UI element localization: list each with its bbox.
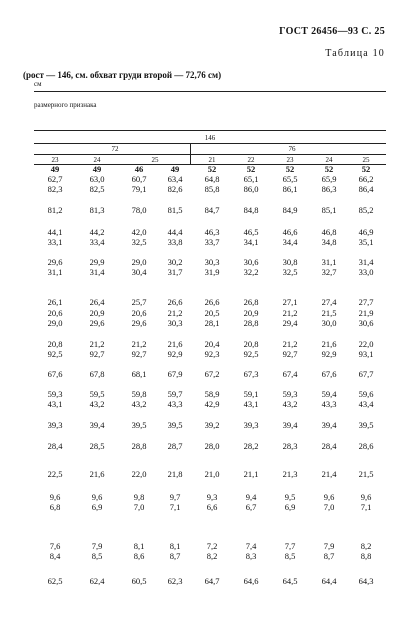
table-cell: 28,3 [282,441,298,451]
table-cell: 8,6 [133,551,145,561]
table-cell: 29,6 [89,318,105,328]
table-cell: 8,2 [360,541,372,551]
table-cell: 21,2 [167,308,183,318]
table-cell: 43,4 [358,399,374,409]
table-cell: 65,1 [243,174,259,184]
table-cell: 42,0 [131,227,147,237]
table-cell: 93,1 [358,349,374,359]
table-cell: 7,2 [206,541,218,551]
table-cell: 8,7 [323,551,335,561]
table-cell: 30,6 [358,318,374,328]
table-cell: 39,4 [321,420,337,430]
table-cell: 29,0 [47,318,63,328]
table-cell: 39,4 [89,420,105,430]
table-cell: 43,1 [243,399,259,409]
table-cell: 21,4 [321,469,337,479]
table-cell: 22,0 [358,339,374,349]
table-cell: 81,5 [167,205,183,215]
table-cell: 21,5 [358,469,374,479]
table-cell: 8,1 [169,541,181,551]
table-cell: 9,3 [206,492,218,502]
table-cell: 7,9 [91,541,103,551]
table-cell: 32,7 [321,267,337,277]
table-cell: 64,6 [243,576,259,586]
table-cell: 26,1 [47,297,63,307]
column-header: 23 [51,156,59,164]
table-cell: 29,9 [89,257,105,267]
table-cell: 9,7 [169,492,181,502]
table-cell: 8,3 [245,551,257,561]
table-cell: 64,7 [204,576,220,586]
table-cell: 44,4 [167,227,183,237]
table-cell: 9,5 [284,492,296,502]
table-cell: 42,9 [204,399,220,409]
table-cell: 7,1 [360,502,372,512]
table-cell: 8,2 [206,551,218,561]
table-cell: 33,7 [204,237,220,247]
table-cell: 39,4 [282,420,298,430]
table-cell: 20,4 [204,339,220,349]
table-cell: 21,2 [282,308,298,318]
table-cell: 28,0 [204,441,220,451]
table-cell: 62,4 [89,576,105,586]
caption-unit: см [34,80,42,88]
table-cell: 85,1 [321,205,337,215]
table-cell: 29,4 [282,318,298,328]
table-cell: 33,1 [47,237,63,247]
table-cell: 20,8 [47,339,63,349]
table-cell: 30,8 [282,257,298,267]
table-cell: 28,4 [321,441,337,451]
table-cell: 31,9 [204,267,220,277]
table-cell: 30,3 [204,257,220,267]
table-cell: 31,7 [167,267,183,277]
column-header: 23 [286,156,294,164]
table-cell: 49 [92,164,102,174]
table-cell: 26,8 [243,297,259,307]
table-cell: 28,8 [243,318,259,328]
table-cell: 21,2 [282,339,298,349]
table-cell: 64,8 [204,174,220,184]
table-cell: 28,4 [47,441,63,451]
table-cell: 59,1 [243,389,259,399]
table-cell: 20,6 [131,308,147,318]
table-cell: 92,3 [204,349,220,359]
table-cell: 86,3 [321,184,337,194]
column-header: 24 [93,156,101,164]
table-cell: 33,0 [358,267,374,277]
table-cell: 85,8 [204,184,220,194]
table-cell: 67,2 [204,369,220,379]
table-cell: 31,4 [358,257,374,267]
table-cell: 64,5 [282,576,298,586]
table-cell: 29,6 [47,257,63,267]
table-label: Таблица 10 [325,48,385,59]
table-cell: 21,6 [89,469,105,479]
table-cell: 22,0 [131,469,147,479]
table-cell: 22,5 [47,469,63,479]
table-cell: 26,6 [204,297,220,307]
table-cell: 28,8 [131,441,147,451]
table-cell: 46,3 [204,227,220,237]
table-cell: 21,2 [131,339,147,349]
table-cell: 59,8 [131,389,147,399]
table-cell: 28,5 [89,441,105,451]
table-cell: 68,1 [131,369,147,379]
table-cell: 32,2 [243,267,259,277]
table-cell: 52 [246,164,256,174]
table-cell: 59,4 [321,389,337,399]
table-cell: 20,5 [204,308,220,318]
column-header: 25 [151,156,159,164]
table-cell: 28,1 [204,318,220,328]
table-cell: 85,2 [358,205,374,215]
column-header: 25 [362,156,370,164]
table-cell: 31,4 [89,267,105,277]
table-cell: 67,7 [358,369,374,379]
table-cell: 59,6 [358,389,374,399]
table-cell: 30,2 [167,257,183,267]
table-cell: 62,5 [47,576,63,586]
table-cell: 6,8 [49,502,61,512]
table-cell: 65,5 [282,174,298,184]
table-top-rule [34,130,386,131]
table-cell: 9,6 [360,492,372,502]
table-cell: 9,6 [49,492,61,502]
table-cell: 49 [170,164,180,174]
table-cell: 79,1 [131,184,147,194]
table-cell: 7,0 [323,502,335,512]
table-cell: 39,5 [167,420,183,430]
table-cell: 49 [50,164,60,174]
table-cell: 67,6 [321,369,337,379]
table-cell: 59,3 [282,389,298,399]
table-cell: 27,1 [282,297,298,307]
table-cell: 7,7 [284,541,296,551]
table-cell: 33,8 [167,237,183,247]
column-header: 21 [208,156,216,164]
table-cell: 43,1 [47,399,63,409]
table-cell: 9,4 [245,492,257,502]
table-cell: 44,1 [47,227,63,237]
table-cell: 92,7 [89,349,105,359]
table-cell: 64,4 [321,576,337,586]
table-cell: 8,4 [49,551,61,561]
table-cell: 67,3 [243,369,259,379]
table-cell: 67,4 [282,369,298,379]
table-cell: 34,4 [282,237,298,247]
group-label-76: 76 [288,145,296,153]
table-cell: 39,3 [47,420,63,430]
table-cell: 21,2 [89,339,105,349]
table-cell: 39,3 [243,420,259,430]
table-cell: 63,4 [167,174,183,184]
table-cell: 65,9 [321,174,337,184]
table-cell: 34,8 [321,237,337,247]
table-cell: 52 [285,164,295,174]
table-cell: 28,6 [358,441,374,451]
table-cell: 63,0 [89,174,105,184]
table-cell: 32,5 [131,237,147,247]
table-cell: 30,3 [167,318,183,328]
table-cell: 46,9 [358,227,374,237]
table-cell: 92,5 [243,349,259,359]
table-cell: 21,3 [282,469,298,479]
table-cell: 32,5 [282,267,298,277]
table-cell: 43,2 [131,399,147,409]
table-cell: 92,9 [321,349,337,359]
group-rule [34,143,386,144]
group-top-label: 146 [204,134,216,142]
group-label-72: 72 [111,145,119,153]
table-cell: 66,2 [358,174,374,184]
table-cell: 92,9 [167,349,183,359]
table-cell: 7,0 [133,502,145,512]
table-cell: 6,7 [245,502,257,512]
table-cell: 82,5 [89,184,105,194]
table-cell: 9,8 [133,492,145,502]
table-cell: 62,3 [167,576,183,586]
table-cell: 59,7 [167,389,183,399]
table-cell: 33,4 [89,237,105,247]
table-cell: 43,3 [321,399,337,409]
table-cell: 64,3 [358,576,374,586]
table-cell: 6,9 [284,502,296,512]
table-cell: 58,9 [204,389,220,399]
table-cell: 25,7 [131,297,147,307]
table-cell: 34,1 [243,237,259,247]
table-cell: 39,5 [131,420,147,430]
table-cell: 46 [134,164,144,174]
table-cell: 46,6 [282,227,298,237]
table-cell: 7,1 [169,502,181,512]
table-cell: 82,3 [47,184,63,194]
table-cell: 60,5 [131,576,147,586]
table-cell: 26,4 [89,297,105,307]
table-cell: 60,7 [131,174,147,184]
table-cell: 6,9 [91,502,103,512]
table-cell: 46,8 [321,227,337,237]
table-cell: 43,2 [89,399,105,409]
caption-rule [34,91,386,92]
table-cell: 7,6 [49,541,61,551]
table-caption: (рост — 146, см. обхват груди второй — 72,76 см) [23,70,222,80]
table-cell: 84,9 [282,205,298,215]
table-cell: 28,2 [243,441,259,451]
page-header: ГОСТ 26456—93 С. 25 [279,26,385,37]
table-cell: 26,6 [167,297,183,307]
table-cell: 20,6 [47,308,63,318]
table-cell: 27,4 [321,297,337,307]
table-cell: 59,3 [47,389,63,399]
table-cell: 67,9 [167,369,183,379]
table-cell: 84,8 [243,205,259,215]
table-cell: 28,7 [167,441,183,451]
table-cell: 81,3 [89,205,105,215]
table-cell: 43,2 [282,399,298,409]
table-cell: 92,5 [47,349,63,359]
column-rule [34,154,386,155]
table-cell: 8,8 [360,551,372,561]
table-cell: 7,9 [323,541,335,551]
table-cell: 67,8 [89,369,105,379]
column-header: 22 [247,156,255,164]
table-cell: 62,7 [47,174,63,184]
column-header: 24 [325,156,333,164]
table-cell: 7,4 [245,541,257,551]
table-cell: 9,6 [91,492,103,502]
table-cell: 31,1 [321,257,337,267]
row-label: размерного признака [34,101,97,109]
table-cell: 52 [324,164,334,174]
table-cell: 59,5 [89,389,105,399]
table-cell: 29,0 [131,257,147,267]
table-cell: 8,5 [284,551,296,561]
table-cell: 52 [207,164,217,174]
table-cell: 35,1 [358,237,374,247]
table-cell: 30,4 [131,267,147,277]
table-cell: 86,4 [358,184,374,194]
table-cell: 27,7 [358,297,374,307]
table-cell: 44,2 [89,227,105,237]
table-cell: 78,0 [131,205,147,215]
table-cell: 92,7 [282,349,298,359]
table-cell: 20,8 [243,339,259,349]
table-cell: 39,2 [204,420,220,430]
table-cell: 86,1 [282,184,298,194]
table-cell: 21,1 [243,469,259,479]
table-cell: 31,1 [47,267,63,277]
table-cell: 86,0 [243,184,259,194]
table-cell: 9,6 [323,492,335,502]
table-cell: 43,3 [167,399,183,409]
table-cell: 20,9 [89,308,105,318]
table-cell: 52 [361,164,371,174]
table-cell: 8,7 [169,551,181,561]
table-cell: 21,8 [167,469,183,479]
table-cell: 82,6 [167,184,183,194]
table-cell: 29,6 [131,318,147,328]
table-cell: 21,5 [321,308,337,318]
table-cell: 92,7 [131,349,147,359]
table-cell: 46,5 [243,227,259,237]
table-cell: 30,0 [321,318,337,328]
table-cell: 8,1 [133,541,145,551]
table-cell: 81,2 [47,205,63,215]
table-cell: 39,5 [358,420,374,430]
table-cell: 8,5 [91,551,103,561]
table-cell: 20,9 [243,308,259,318]
table-cell: 21,6 [167,339,183,349]
table-cell: 21,9 [358,308,374,318]
table-cell: 84,7 [204,205,220,215]
table-cell: 21,0 [204,469,220,479]
table-cell: 6,6 [206,502,218,512]
table-cell: 21,6 [321,339,337,349]
table-cell: 67,6 [47,369,63,379]
table-cell: 30,6 [243,257,259,267]
